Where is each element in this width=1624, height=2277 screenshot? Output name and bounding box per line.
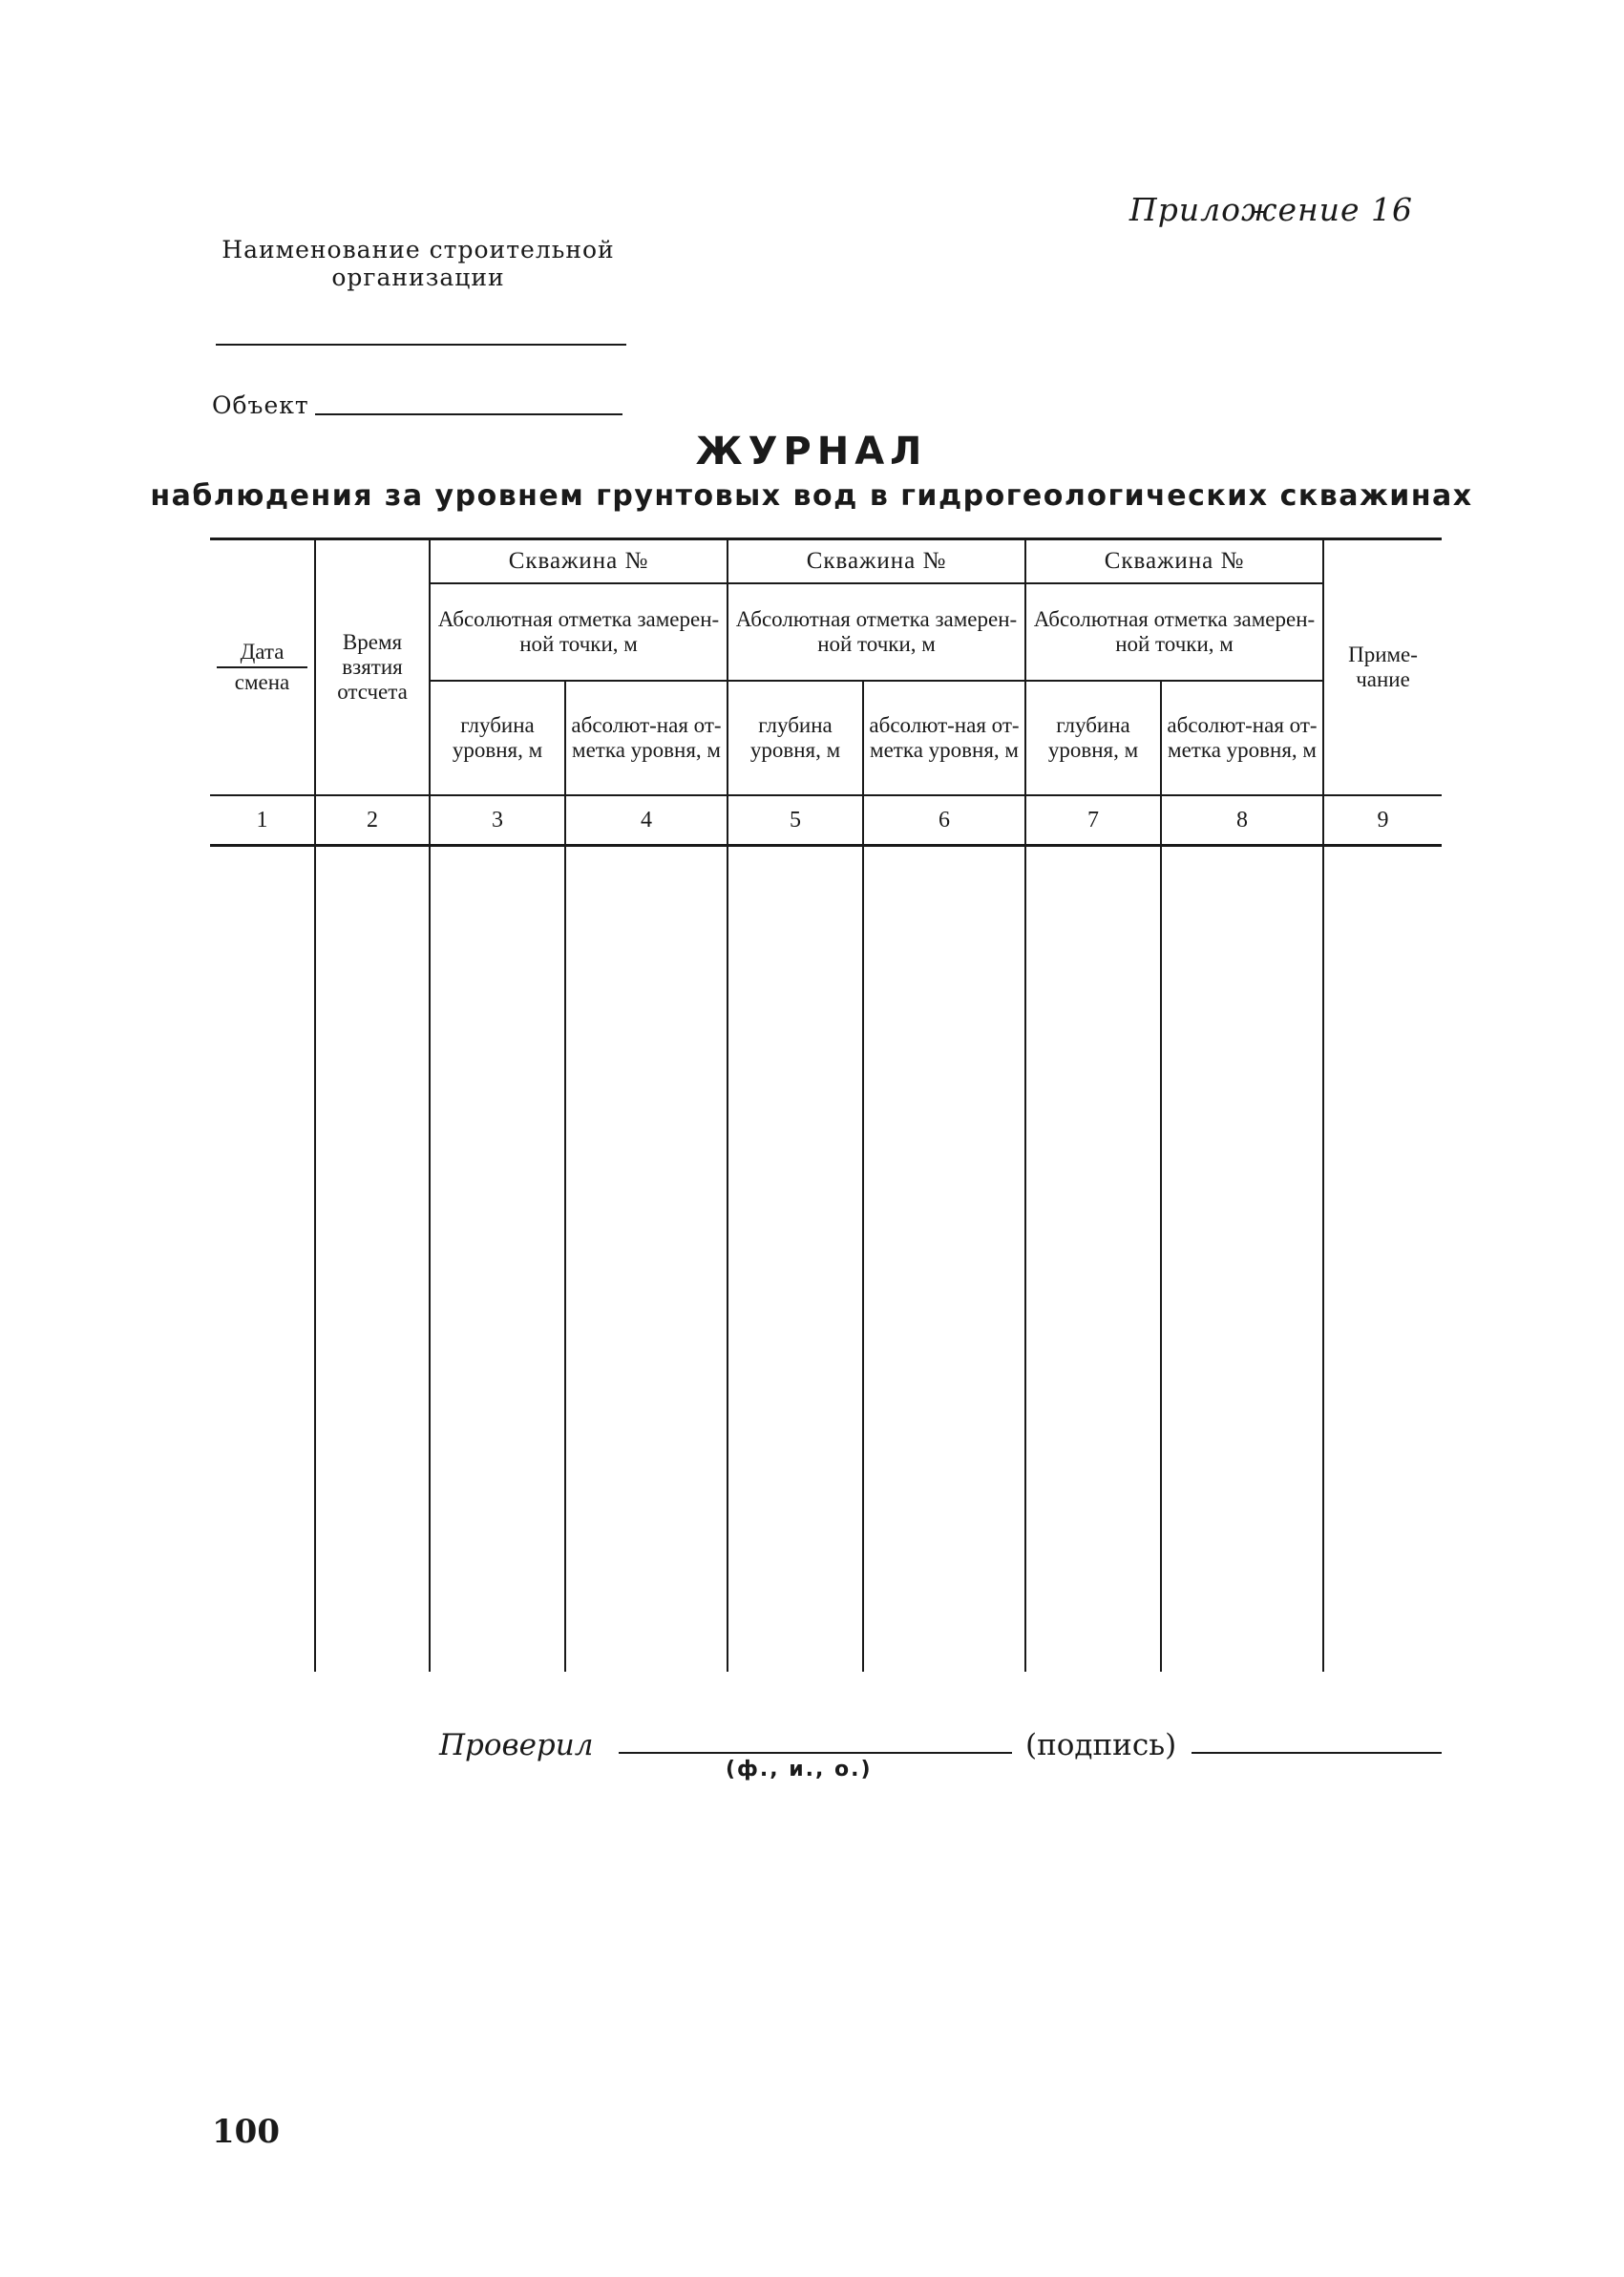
- note-header: Приме-чание: [1323, 539, 1442, 796]
- column-number: 4: [565, 795, 728, 846]
- well-1-absolute-mark-header: Абсолютная отметка замерен-ной точки, м: [430, 583, 728, 681]
- date-header-label: Дата: [217, 640, 307, 668]
- well-2-header: Скважина №: [728, 539, 1025, 584]
- column-number: 3: [430, 795, 565, 846]
- page-number: 100: [212, 2113, 280, 2151]
- column-number: 9: [1323, 795, 1442, 846]
- entry-cell-well-3-depth[interactable]: [1025, 846, 1161, 1673]
- well-3-header: Скважина №: [1025, 539, 1323, 584]
- fio-caption: (ф., и., о.): [726, 1758, 873, 1782]
- column-number: 7: [1025, 795, 1161, 846]
- entry-cell-date[interactable]: [210, 846, 315, 1673]
- column-number: 2: [315, 795, 430, 846]
- organization-field-line[interactable]: [216, 344, 626, 346]
- well-1-header: Скважина №: [430, 539, 728, 584]
- object-label: Объект: [212, 391, 309, 419]
- signature-block: [439, 1728, 1442, 1785]
- checked-by-label: Проверил: [439, 1728, 594, 1762]
- column-number: 8: [1161, 795, 1323, 846]
- object-field-line[interactable]: [315, 413, 622, 415]
- entry-cell-well-3-level[interactable]: [1161, 846, 1323, 1673]
- well-3-absolute-mark-header: Абсолютная отметка замерен-ной точки, м: [1025, 583, 1323, 681]
- signature-line[interactable]: [1192, 1752, 1442, 1754]
- well-3-depth-header: глубина уровня, м: [1025, 681, 1161, 795]
- date-shift-header: [210, 539, 315, 796]
- time-header: Время взятия отсчета: [315, 539, 430, 796]
- well-2-level-mark-header: абсолют-ная от-метка уровня, м: [863, 681, 1025, 795]
- organization-label-line2: организации: [331, 264, 505, 291]
- well-3-level-mark-header: абсолют-ная от-метка уровня, м: [1161, 681, 1323, 795]
- well-2-absolute-mark-header: Абсолютная отметка замерен-ной точки, м: [728, 583, 1025, 681]
- entry-cell-note[interactable]: [1323, 846, 1442, 1673]
- entry-cell-well-1-level[interactable]: [565, 846, 728, 1673]
- organization-label: [208, 236, 628, 291]
- document-title: ЖУРНАЛ: [695, 430, 928, 474]
- well-1-level-mark-header: абсолют-ная от-метка уровня, м: [565, 681, 728, 795]
- entry-cell-well-2-depth[interactable]: [728, 846, 863, 1673]
- column-number: 1: [210, 795, 315, 846]
- entry-cell-time[interactable]: [315, 846, 430, 1673]
- column-number: 5: [728, 795, 863, 846]
- checked-by-name-line[interactable]: [619, 1752, 1012, 1754]
- appendix-label: Приложение 16: [1128, 191, 1413, 228]
- well-1-depth-header: глубина уровня, м: [430, 681, 565, 795]
- signature-label: (подпись): [1025, 1728, 1177, 1762]
- observation-journal-table: [210, 538, 1442, 1672]
- well-2-depth-header: глубина уровня, м: [728, 681, 863, 795]
- shift-header-label: смена: [234, 670, 290, 694]
- entry-cell-well-1-depth[interactable]: [430, 846, 565, 1673]
- document-subtitle: наблюдения за уровнем грунтовых вод в гидрогеологических скважинах: [150, 479, 1473, 513]
- column-number: 6: [863, 795, 1025, 846]
- organization-label-line1: Наименование строительной: [221, 236, 615, 264]
- entry-cell-well-2-level[interactable]: [863, 846, 1025, 1673]
